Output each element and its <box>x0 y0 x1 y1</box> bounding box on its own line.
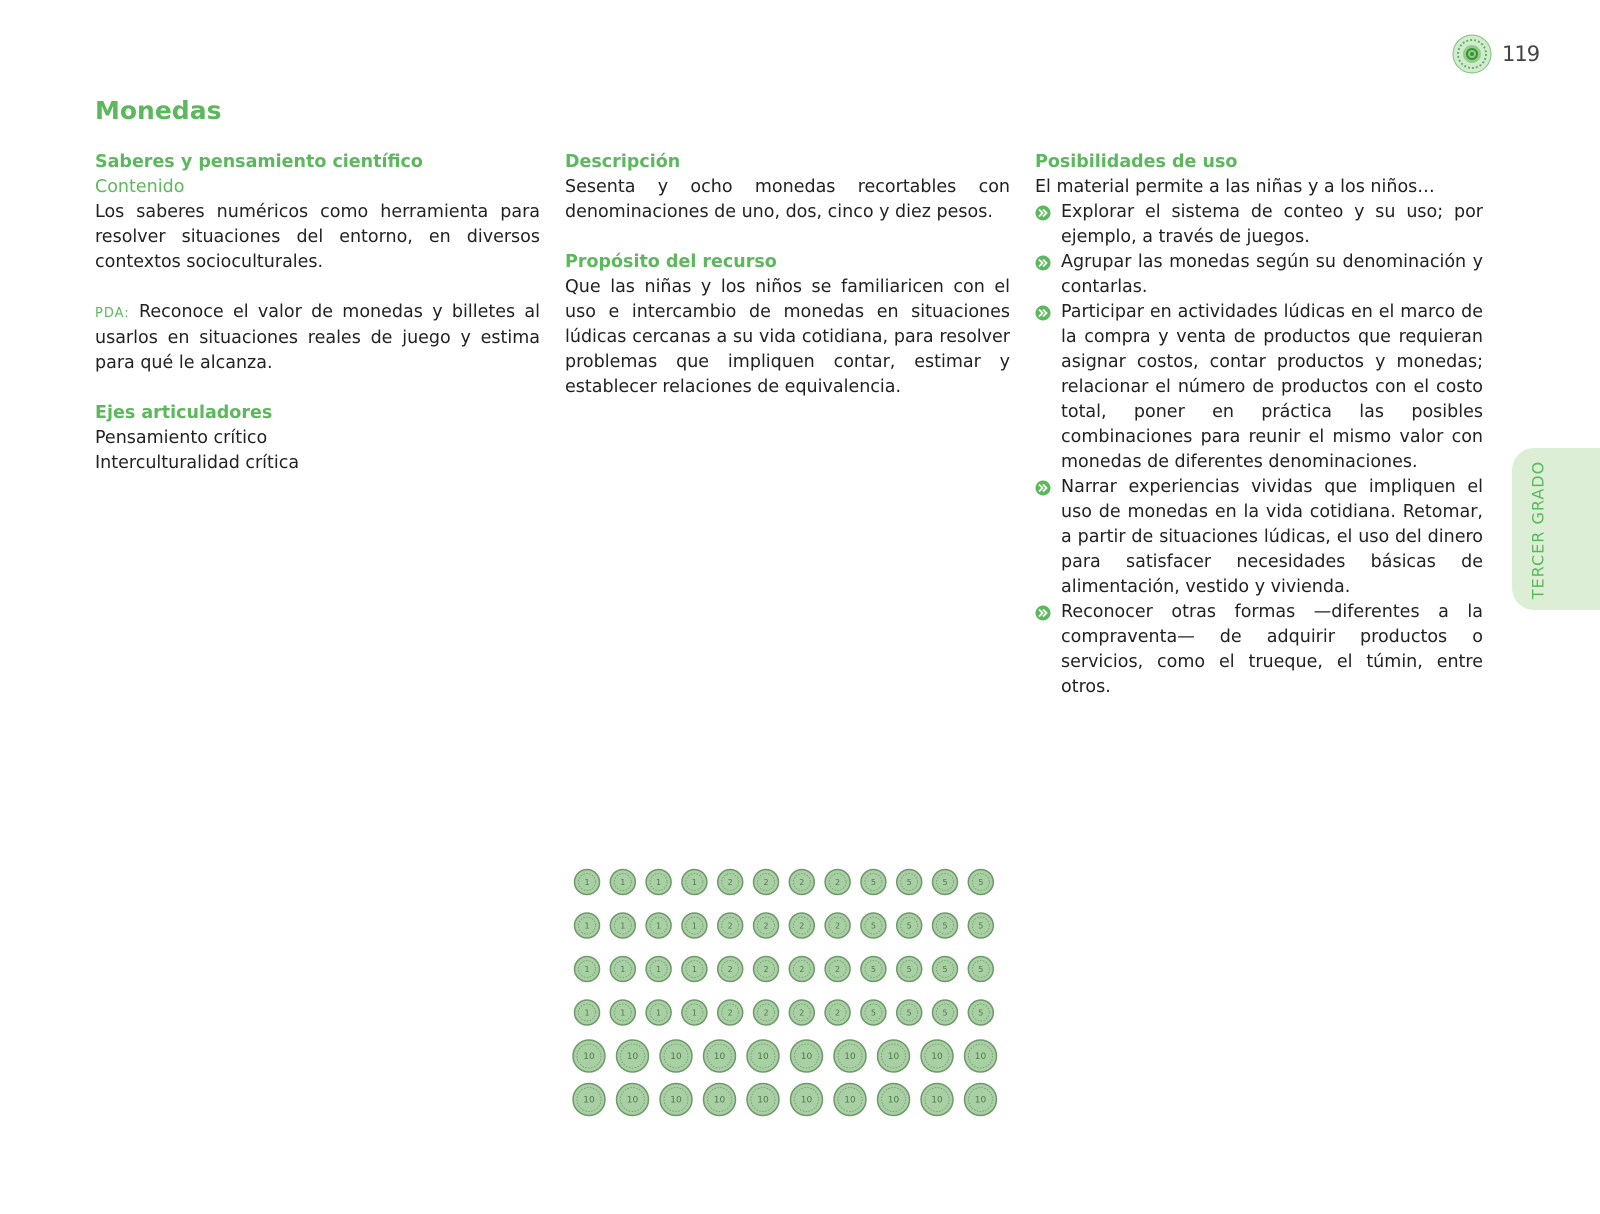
contenido-text: Los saberes numéricos como herramienta para resolver situaciones del entorno, en diversos contextos socioculturales. <box>95 202 540 272</box>
list-item-text: Participar en actividades lúdicas en el marco de la compra y venta de productos que requieran asignar costos, contar productos y monedas; relacionar el número de productos con el costo total, poner en práctica las posibles combinaciones para reunir el mismo valor con monedas de diferentes denominaciones. <box>1061 302 1483 472</box>
coin-5-pesos <box>968 870 993 895</box>
posibilidades-intro: El material permite a las niñas y a los niños… <box>1035 177 1435 197</box>
svg-text:5: 5 <box>906 965 912 974</box>
coin-2-pesos <box>825 957 850 982</box>
svg-text:2: 2 <box>727 878 733 887</box>
coin-5-pesos <box>933 957 958 982</box>
coin-1-pesos <box>610 1000 635 1025</box>
page-number: 119 <box>1502 42 1540 66</box>
coin-1-pesos <box>646 1000 671 1025</box>
svg-text:1: 1 <box>656 878 662 887</box>
coin-1-pesos <box>646 870 671 895</box>
coin-2-pesos <box>789 1000 814 1025</box>
svg-text:10: 10 <box>626 1095 639 1106</box>
coin-2-pesos <box>718 957 743 982</box>
svg-text:10: 10 <box>974 1052 987 1062</box>
coin-10-pesos <box>573 1040 605 1072</box>
svg-text:10: 10 <box>931 1095 943 1106</box>
svg-text:1: 1 <box>620 1008 626 1018</box>
coin-10-pesos <box>747 1040 779 1072</box>
column-descripcion <box>565 150 1010 400</box>
coin-10-pesos <box>791 1084 823 1116</box>
eje-item: Interculturalidad crítica <box>95 453 300 473</box>
coin-10-pesos <box>921 1040 953 1072</box>
coin-10-pesos <box>878 1084 910 1116</box>
svg-text:10: 10 <box>887 1095 900 1106</box>
coin-10-pesos <box>965 1040 997 1072</box>
posibilidades-list <box>1035 200 1483 700</box>
coin-5-pesos <box>968 913 993 938</box>
svg-text:2: 2 <box>835 878 841 887</box>
coin-5-pesos <box>861 870 886 895</box>
svg-text:1: 1 <box>656 1008 662 1018</box>
list-item <box>1035 200 1483 250</box>
svg-text:2: 2 <box>835 965 841 974</box>
proposito-heading: Propósito del recurso <box>565 252 777 272</box>
svg-text:10: 10 <box>670 1095 682 1106</box>
list-item <box>1035 300 1483 475</box>
column-posibilidades <box>1035 150 1483 700</box>
coin-5-pesos <box>861 1000 886 1025</box>
list-item <box>1035 250 1483 300</box>
coin-10-pesos <box>660 1040 692 1072</box>
svg-text:2: 2 <box>727 965 733 974</box>
contenido-subheading: Contenido <box>95 177 185 197</box>
svg-text:1: 1 <box>584 965 590 974</box>
svg-text:10: 10 <box>800 1052 813 1062</box>
list-item-text: Reconocer otras formas —diferentes a la compraventa— de adquirir productos o servicios, como el trueque, el túmin, entre otros. <box>1061 602 1483 697</box>
coin-10-pesos <box>834 1040 866 1072</box>
coin-10-pesos <box>617 1084 649 1116</box>
svg-text:1: 1 <box>584 921 590 931</box>
svg-text:10: 10 <box>757 1095 769 1106</box>
coin-1-pesos <box>682 957 707 982</box>
svg-text:2: 2 <box>763 921 769 931</box>
coin-2-pesos <box>718 913 743 938</box>
coin-2-pesos <box>825 1000 850 1025</box>
ejes-heading: Ejes articuladores <box>95 403 273 423</box>
svg-text:5: 5 <box>942 965 948 974</box>
double-chevron-icon <box>1035 254 1051 279</box>
coins-illustration <box>572 868 1012 1128</box>
svg-text:5: 5 <box>870 921 876 931</box>
svg-text:10: 10 <box>626 1052 639 1062</box>
svg-text:1: 1 <box>584 878 590 887</box>
column-saberes <box>95 150 540 476</box>
svg-text:10: 10 <box>713 1095 726 1106</box>
svg-text:1: 1 <box>620 878 626 887</box>
coin-1-pesos <box>646 913 671 938</box>
svg-text:5: 5 <box>978 1008 984 1018</box>
svg-text:5: 5 <box>870 878 876 887</box>
coin-5-pesos <box>897 957 922 982</box>
svg-text:5: 5 <box>870 1008 876 1018</box>
svg-text:10: 10 <box>757 1052 769 1062</box>
coin-2-pesos <box>754 870 779 895</box>
pda-paragraph <box>95 300 540 376</box>
eje-item: Pensamiento crítico <box>95 428 268 448</box>
svg-text:5: 5 <box>978 878 984 887</box>
svg-text:10: 10 <box>713 1052 726 1062</box>
svg-text:2: 2 <box>835 1008 841 1018</box>
coin-5-pesos <box>897 870 922 895</box>
coin-5-pesos <box>861 957 886 982</box>
list-item-text: Explorar el sistema de conteo y su uso; por ejemplo, a través de juegos. <box>1061 202 1483 247</box>
coin-5-pesos <box>968 957 993 982</box>
coin-10-pesos <box>660 1084 692 1116</box>
svg-text:5: 5 <box>942 921 948 931</box>
svg-text:10: 10 <box>974 1095 987 1106</box>
coin-5-pesos <box>933 913 958 938</box>
grade-side-tab <box>1512 448 1600 610</box>
coin-1-pesos <box>610 957 635 982</box>
double-chevron-icon <box>1035 204 1051 229</box>
svg-text:2: 2 <box>763 1008 769 1018</box>
coin-5-pesos <box>968 1000 993 1025</box>
coin-1-pesos <box>610 913 635 938</box>
pda-text: Reconoce el valor de monedas y billetes al usarlos en situaciones reales de juego y estima para qué le alcanza. <box>95 302 540 373</box>
coin-2-pesos <box>789 913 814 938</box>
coin-2-pesos <box>754 913 779 938</box>
coin-1-pesos <box>575 913 600 938</box>
coin-10-pesos <box>834 1084 866 1116</box>
svg-text:10: 10 <box>931 1052 943 1062</box>
coin-10-pesos <box>617 1040 649 1072</box>
coin-10-pesos <box>965 1084 997 1116</box>
descripcion-text: Sesenta y ocho monedas recortables con denominaciones de uno, dos, cinco y diez pesos. <box>565 177 1010 222</box>
coin-2-pesos <box>789 870 814 895</box>
double-chevron-icon <box>1035 479 1051 504</box>
descripcion-heading: Descripción <box>565 152 681 172</box>
saberes-heading: Saberes y pensamiento científico <box>95 152 423 172</box>
svg-text:2: 2 <box>763 878 769 887</box>
coin-2-pesos <box>789 957 814 982</box>
proposito-text: Que las niñas y los niños se familiaricen con el uso e intercambio de monedas en situaciones lúdicas cercanas a su vida cotidiana, para resolver problemas que impliquen contar, estimar y establecer relaciones de equivalencia. <box>565 277 1010 397</box>
svg-text:1: 1 <box>656 921 662 931</box>
emblem-icon <box>1452 34 1492 74</box>
coin-10-pesos <box>921 1084 953 1116</box>
svg-text:2: 2 <box>763 965 769 974</box>
list-item <box>1035 475 1483 600</box>
svg-text:10: 10 <box>583 1052 595 1062</box>
posibilidades-heading: Posibilidades de uso <box>1035 152 1238 172</box>
svg-text:2: 2 <box>727 1008 733 1018</box>
coin-1-pesos <box>682 1000 707 1025</box>
coin-2-pesos <box>718 870 743 895</box>
svg-text:2: 2 <box>835 921 841 931</box>
svg-text:10: 10 <box>800 1095 813 1106</box>
svg-text:2: 2 <box>727 921 733 931</box>
coin-1-pesos <box>610 870 635 895</box>
svg-text:1: 1 <box>691 965 697 974</box>
svg-text:5: 5 <box>942 1008 948 1018</box>
svg-text:2: 2 <box>799 965 805 974</box>
svg-text:1: 1 <box>620 921 626 931</box>
svg-text:1: 1 <box>691 921 697 931</box>
svg-text:1: 1 <box>584 1008 590 1018</box>
coin-5-pesos <box>933 870 958 895</box>
list-item <box>1035 600 1483 700</box>
coin-2-pesos <box>825 913 850 938</box>
coin-1-pesos <box>575 870 600 895</box>
svg-text:5: 5 <box>978 921 984 931</box>
coin-5-pesos <box>933 1000 958 1025</box>
coin-1-pesos <box>575 1000 600 1025</box>
svg-text:1: 1 <box>620 965 626 974</box>
coin-5-pesos <box>861 913 886 938</box>
svg-text:2: 2 <box>799 878 805 887</box>
svg-text:5: 5 <box>870 965 876 974</box>
svg-text:5: 5 <box>978 965 984 974</box>
svg-text:1: 1 <box>691 878 697 887</box>
svg-text:5: 5 <box>906 921 912 931</box>
grade-label: TERCER GRADO <box>1528 460 1548 600</box>
svg-text:10: 10 <box>844 1052 856 1062</box>
pda-label: PDA: <box>95 306 130 321</box>
svg-text:5: 5 <box>906 878 912 887</box>
svg-text:10: 10 <box>670 1052 682 1062</box>
coin-10-pesos <box>704 1084 736 1116</box>
coin-2-pesos <box>718 1000 743 1025</box>
svg-text:1: 1 <box>656 965 662 974</box>
svg-text:10: 10 <box>887 1052 900 1062</box>
coin-10-pesos <box>747 1084 779 1116</box>
coin-10-pesos <box>791 1040 823 1072</box>
page-header <box>1452 34 1539 74</box>
coin-10-pesos <box>878 1040 910 1072</box>
svg-text:5: 5 <box>942 878 948 887</box>
double-chevron-icon <box>1035 604 1051 629</box>
double-chevron-icon <box>1035 304 1051 329</box>
svg-text:1: 1 <box>691 1008 697 1018</box>
svg-text:10: 10 <box>583 1095 595 1106</box>
page-title: Monedas <box>95 96 222 125</box>
coin-1-pesos <box>682 913 707 938</box>
coin-10-pesos <box>704 1040 736 1072</box>
coin-5-pesos <box>897 913 922 938</box>
coin-2-pesos <box>754 1000 779 1025</box>
coin-1-pesos <box>646 957 671 982</box>
svg-text:5: 5 <box>906 1008 912 1018</box>
coin-2-pesos <box>754 957 779 982</box>
coin-10-pesos <box>573 1084 605 1116</box>
coin-5-pesos <box>897 1000 922 1025</box>
svg-text:2: 2 <box>799 921 805 931</box>
svg-text:10: 10 <box>844 1095 856 1106</box>
coin-1-pesos <box>682 870 707 895</box>
coin-2-pesos <box>825 870 850 895</box>
coin-1-pesos <box>575 957 600 982</box>
list-item-text: Agrupar las monedas según su denominación y contarlas. <box>1061 252 1483 297</box>
svg-text:2: 2 <box>799 1008 805 1018</box>
list-item-text: Narrar experiencias vividas que impliquen el uso de monedas en la vida cotidiana. Retomar, a partir de situaciones lúdicas, el uso del dinero para satisfacer necesidades básicas de alimentación, vestido y vivienda. <box>1061 477 1483 597</box>
